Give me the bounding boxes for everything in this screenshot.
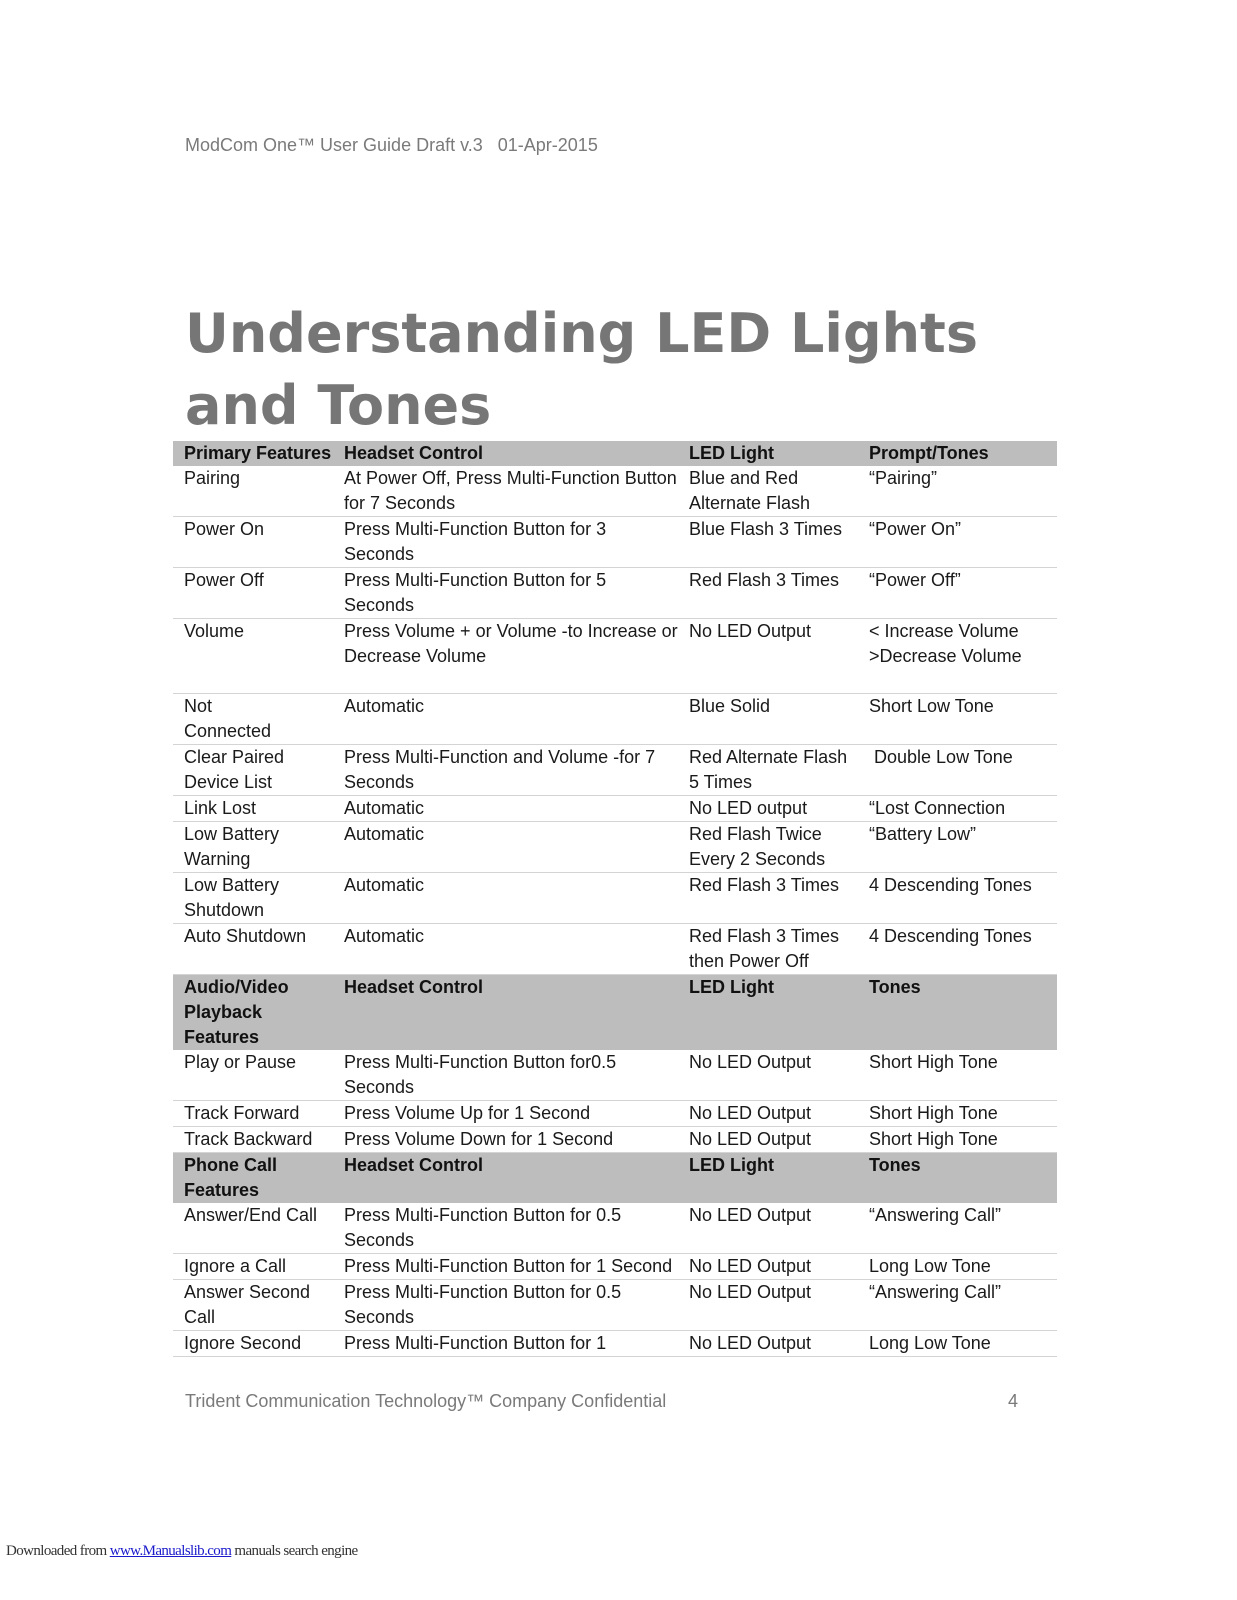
table-row	[173, 1203, 1057, 1254]
feature-cell: Ignore a Call	[173, 1254, 333, 1280]
table-row	[173, 694, 1057, 745]
tone-cell	[858, 619, 1057, 694]
tone-cell: 4 Descending Tones	[858, 924, 1057, 975]
column-header-led: LED Light	[678, 1153, 858, 1204]
control-cell: Press Volume Down for 1 Second	[333, 1127, 678, 1153]
section-header-phone-call-features	[173, 1153, 1057, 1204]
table-row	[173, 466, 1057, 517]
table-row	[173, 619, 1057, 694]
control-cell: Automatic	[333, 924, 678, 975]
running-header: ModCom One™ User Guide Draft v.3 01-Apr-2015	[185, 135, 598, 155]
column-header-led: LED Light	[678, 441, 858, 466]
download-notice	[6, 1543, 358, 1560]
tone-cell: Short High Tone	[858, 1050, 1057, 1101]
table-row	[173, 924, 1057, 975]
control-cell: Automatic	[333, 796, 678, 822]
tone-cell: “Power On”	[858, 517, 1057, 568]
feature-cell: Ignore Second	[173, 1331, 333, 1357]
control-cell: Press Volume + or Volume -to Increase or Decrease Volume	[333, 619, 678, 694]
tone-cell: Short High Tone	[858, 1101, 1057, 1127]
control-cell: Press Multi-Function Button for 1 Second	[333, 1254, 678, 1280]
tone-cell: Long Low Tone	[858, 1331, 1057, 1357]
led-cell: No LED output	[678, 796, 858, 822]
tone-cell: “Answering Call”	[858, 1280, 1057, 1331]
column-header-tone: Tones	[858, 1153, 1057, 1204]
table-row	[173, 796, 1057, 822]
led-cell: No LED Output	[678, 1050, 858, 1101]
feature-cell: Track Forward	[173, 1101, 333, 1127]
led-cell: Red Flash 3 Times	[678, 873, 858, 924]
feature-cell: Volume	[173, 619, 333, 694]
control-cell: Press Multi-Function Button for0.5 Seconds	[333, 1050, 678, 1101]
table-row	[173, 568, 1057, 619]
table-row	[173, 1127, 1057, 1153]
column-header-feature: Audio/Video Playback Features	[173, 975, 333, 1051]
led-cell: Red Flash 3 Times	[678, 568, 858, 619]
control-cell: Press Multi-Function Button for 0.5 Seconds	[333, 1203, 678, 1254]
page-title: Understanding LED Lights and Tones	[185, 302, 978, 437]
led-tones-table	[173, 441, 1057, 1357]
control-cell: Automatic	[333, 822, 678, 873]
control-cell: Press Multi-Function Button for 1	[333, 1331, 678, 1357]
column-header-control: Headset Control	[333, 441, 678, 466]
tone-cell: Short Low Tone	[858, 694, 1057, 745]
section-header-primary-features	[173, 441, 1057, 466]
control-cell: Press Multi-Function and Volume -for 7 Seconds	[333, 745, 678, 796]
control-cell: Press Multi-Function Button for 3 Seconds	[333, 517, 678, 568]
download-suffix: manuals search engine	[231, 1543, 358, 1559]
feature-cell: Answer Second Call	[173, 1280, 333, 1331]
led-cell: No LED Output	[678, 1280, 858, 1331]
page-number: 4	[1008, 1391, 1019, 1411]
column-header-tone: Prompt/Tones	[858, 441, 1057, 466]
feature-cell: Track Backward	[173, 1127, 333, 1153]
tone-line: < Increase Volume	[869, 621, 1019, 641]
led-cell: No LED Output	[678, 1254, 858, 1280]
tone-line: >Decrease Volume	[869, 646, 1022, 666]
table-row	[173, 1050, 1057, 1101]
led-cell: No LED Output	[678, 1203, 858, 1254]
control-cell: Automatic	[333, 873, 678, 924]
feature-cell: Power Off	[173, 568, 333, 619]
led-cell: Blue and Red Alternate Flash	[678, 466, 858, 517]
table-row	[173, 745, 1057, 796]
column-header-control: Headset Control	[333, 1153, 678, 1204]
tone-cell: Long Low Tone	[858, 1254, 1057, 1280]
control-cell: Press Multi-Function Button for 5 Seconds	[333, 568, 678, 619]
control-cell: At Power Off, Press Multi-Function Button for 7 Seconds	[333, 466, 678, 517]
table-row	[173, 873, 1057, 924]
column-header-control: Headset Control	[333, 975, 678, 1051]
led-cell: No LED Output	[678, 1101, 858, 1127]
download-prefix: Downloaded from	[6, 1543, 110, 1559]
led-cell: Red Flash Twice Every 2 Seconds	[678, 822, 858, 873]
feature-cell: Clear Paired Device List	[173, 745, 333, 796]
table-row	[173, 517, 1057, 568]
led-cell: No LED Output	[678, 1331, 858, 1357]
feature-cell: Play or Pause	[173, 1050, 333, 1101]
footer-confidential: Trident Communication Technology™ Company Confidential	[185, 1391, 667, 1411]
table-row	[173, 1280, 1057, 1331]
feature-cell: Link Lost	[173, 796, 333, 822]
tone-cell: Double Low Tone	[858, 745, 1057, 796]
table-row	[173, 1331, 1057, 1357]
tone-cell: “Lost Connection	[858, 796, 1057, 822]
manualslib-link[interactable]: www.Manualslib.com	[109, 1543, 232, 1559]
tone-cell: Short High Tone	[858, 1127, 1057, 1153]
column-header-feature: Primary Features	[173, 441, 333, 466]
feature-cell: Answer/End Call	[173, 1203, 333, 1254]
tone-cell: 4 Descending Tones	[858, 873, 1057, 924]
table-row	[173, 1254, 1057, 1280]
feature-cell: Low Battery Warning	[173, 822, 333, 873]
tone-cell: “Battery Low”	[858, 822, 1057, 873]
feature-cell: Low Battery Shutdown	[173, 873, 333, 924]
column-header-tone: Tones	[858, 975, 1057, 1051]
feature-cell: Not Connected	[173, 694, 333, 745]
control-cell: Press Volume Up for 1 Second	[333, 1101, 678, 1127]
tone-cell: “Power Off”	[858, 568, 1057, 619]
control-cell: Automatic	[333, 694, 678, 745]
led-cell: Red Flash 3 Times then Power Off	[678, 924, 858, 975]
feature-cell: Power On	[173, 517, 333, 568]
section-header-playback-features	[173, 975, 1057, 1051]
led-cell: Blue Flash 3 Times	[678, 517, 858, 568]
led-cell: Red Alternate Flash 5 Times	[678, 745, 858, 796]
control-cell: Press Multi-Function Button for 0.5 Seconds	[333, 1280, 678, 1331]
led-cell: No LED Output	[678, 1127, 858, 1153]
table-row	[173, 1101, 1057, 1127]
column-header-feature: Phone Call Features	[173, 1153, 333, 1204]
column-header-led: LED Light	[678, 975, 858, 1051]
table-row	[173, 822, 1057, 873]
led-cell: Blue Solid	[678, 694, 858, 745]
led-cell: No LED Output	[678, 619, 858, 694]
feature-cell: Pairing	[173, 466, 333, 517]
feature-cell: Auto Shutdown	[173, 924, 333, 975]
tone-cell: “Answering Call”	[858, 1203, 1057, 1254]
tone-cell: “Pairing”	[858, 466, 1057, 517]
